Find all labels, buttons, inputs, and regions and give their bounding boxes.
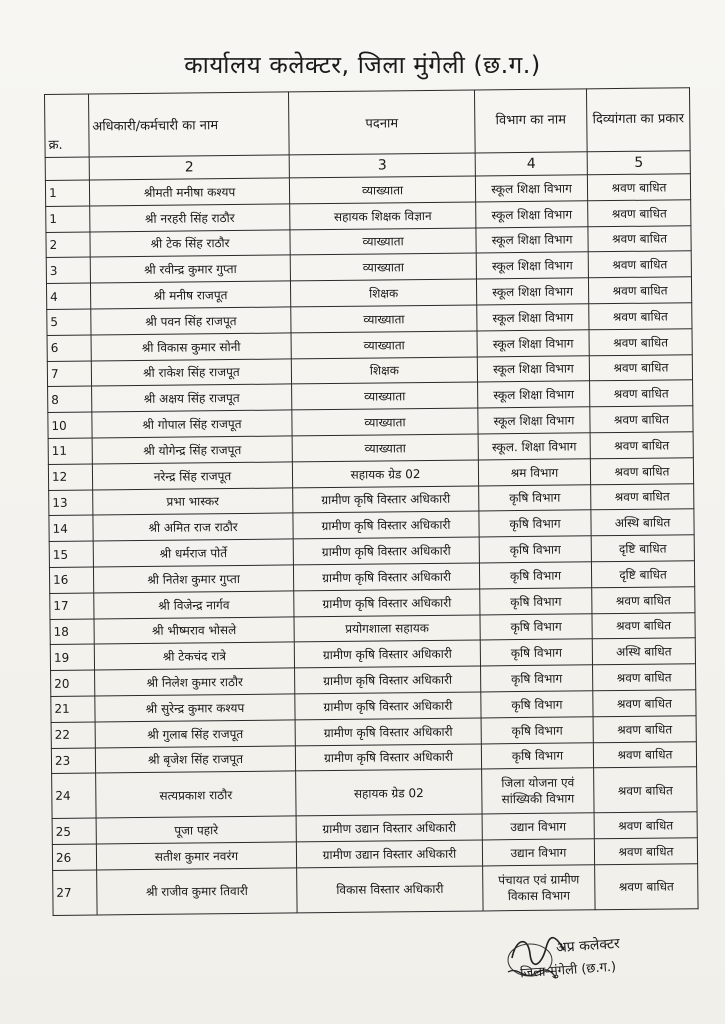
disability-type-cell: श्रवण बाधित <box>588 277 691 304</box>
designation-cell: ग्रामीण कृषि विस्तार अधिकारी <box>293 486 479 514</box>
disability-type-cell: अस्थि बाधित <box>592 638 695 665</box>
column-number: 3 <box>289 153 475 178</box>
employee-name-cell: श्री बृजेश सिंह राजपूत <box>95 745 295 773</box>
designation-cell: ग्रामीण उद्यान विस्तार अधिकारी <box>296 840 482 868</box>
department-cell: कृषि विभाग <box>479 536 591 563</box>
designation-cell: ग्रामीण कृषि विस्तार अधिकारी <box>295 666 481 694</box>
column-number: 4 <box>475 152 587 176</box>
disability-type-cell: अस्थि बाधित <box>591 509 694 536</box>
serial-number-cell: 1 <box>46 206 90 232</box>
serial-number-cell: 1 <box>45 180 89 206</box>
designation-cell: सहायक ग्रेड 02 <box>296 769 482 816</box>
serial-number-cell: 17 <box>50 593 94 619</box>
serial-number-cell: 7 <box>47 361 91 387</box>
serial-number-cell: 2 <box>46 232 90 258</box>
designation-cell: ग्रामीण कृषि विस्तार अधिकारी <box>295 718 481 746</box>
serial-number-cell: 5 <box>47 309 91 335</box>
employee-name-cell: प्रभा भास्कर <box>93 487 293 515</box>
department-cell: श्रम विभाग <box>478 459 590 486</box>
designation-cell: व्याख्याता <box>291 305 477 333</box>
serial-number-cell: 23 <box>51 748 95 774</box>
disability-type-cell: श्रवण बाधित <box>592 612 695 639</box>
designation-cell: व्याख्याता <box>292 434 478 462</box>
designation-cell: व्याख्याता <box>291 331 477 359</box>
employee-name-cell: श्री योगेन्द्र सिंह राजपूत <box>92 436 292 464</box>
serial-number-cell: 10 <box>48 412 92 438</box>
employee-table <box>44 87 699 916</box>
serial-number-cell: 25 <box>52 818 96 844</box>
disability-type-cell: श्रवण बाधित <box>594 812 697 839</box>
employee-name-cell: श्री नरहरी सिंह राठौर <box>90 204 290 232</box>
employee-name-cell: श्री रवीन्द्र कुमार गुप्ता <box>90 255 290 283</box>
employee-name-cell: श्री राजीव कुमार तिवारी <box>97 868 297 915</box>
header-department: विभाग का नाम <box>474 89 587 153</box>
header-disability: दिव्यांगता का प्रकार <box>586 88 690 152</box>
disability-type-cell: श्रवण बाधित <box>590 432 693 459</box>
department-cell: उद्यान विभाग <box>482 839 594 866</box>
department-cell: स्कूल शिक्षा विभाग <box>476 226 588 253</box>
serial-number-cell: 26 <box>52 844 96 870</box>
disability-type-cell: श्रवण बाधित <box>588 200 691 227</box>
serial-number-cell: 11 <box>48 438 92 464</box>
designation-cell: ग्रामीण कृषि विस्तार अधिकारी <box>295 743 481 771</box>
employee-name-cell: श्री टेक सिंह राठौर <box>90 230 290 258</box>
employee-name-cell: श्री गुलाब सिंह राजपूत <box>95 720 295 748</box>
designation-cell: व्याख्याता <box>292 408 478 436</box>
department-cell: कृषि विभाग <box>481 742 593 769</box>
designation-cell: सहायक शिक्षक विज्ञान <box>290 202 476 230</box>
designation-cell: शिक्षक <box>290 279 476 307</box>
disability-type-cell: श्रवण बाधित <box>587 174 690 201</box>
employee-name-cell: श्री अमित राज राठौर <box>93 513 293 541</box>
department-cell: कृषि विभाग <box>480 639 592 666</box>
disability-type-cell: श्रवण बाधित <box>590 406 693 433</box>
department-cell: कृषि विभाग <box>480 588 592 615</box>
department-cell: स्कूल शिक्षा विभाग <box>478 381 590 408</box>
employee-name-cell: सत्यप्रकाश राठौर <box>96 771 296 818</box>
department-cell: स्कूल शिक्षा विभाग <box>478 407 590 434</box>
department-cell: कृषि विभाग <box>481 665 593 692</box>
employee-name-cell: पूजा पहारे <box>96 816 296 844</box>
disability-type-cell: श्रवण बाधित <box>589 329 692 356</box>
department-cell: स्कूल शिक्षा विभाग <box>475 175 587 202</box>
designation-cell: ग्रामीण उद्यान विस्तार अधिकारी <box>296 814 482 842</box>
employee-name-cell: श्रीमती मनीषा कश्यप <box>89 178 289 206</box>
serial-number-cell: 12 <box>48 464 92 490</box>
employee-name-cell: श्री मनीष राजपूत <box>90 281 290 309</box>
disability-type-cell: श्रवण बाधित <box>593 690 696 717</box>
serial-number-cell: 15 <box>49 541 93 567</box>
employee-name-cell: श्री विजेन्द्र नार्गव <box>94 591 294 619</box>
disability-type-cell: श्रवण बाधित <box>593 741 696 768</box>
header-name: अधिकारी/कर्मचारी का नाम <box>89 92 290 157</box>
department-cell: कृषि विभाग <box>481 717 593 744</box>
table-header-row <box>45 88 691 158</box>
disability-type-cell: श्रवण बाधित <box>594 838 697 865</box>
designation-cell: ग्रामीण कृषि विस्तार अधिकारी <box>294 589 480 617</box>
designation-cell: शिक्षक <box>291 357 477 385</box>
department-cell: स्कूल शिक्षा विभाग <box>477 330 589 357</box>
disability-type-cell: श्रवण बाधित <box>594 767 697 813</box>
header-serial: क्र. <box>45 94 90 157</box>
table-body <box>45 174 698 916</box>
employee-name-cell: श्री गोपाल सिंह राजपूत <box>92 410 292 438</box>
designation-cell: विकास विस्तार अधिकारी <box>297 866 483 913</box>
disability-type-cell: दृष्टि बाधित <box>591 535 694 562</box>
disability-type-cell: श्रवण बाधित <box>595 864 698 910</box>
serial-number-cell: 4 <box>46 283 90 309</box>
department-cell: स्कूल शिक्षा विभाग <box>476 252 588 279</box>
serial-number-cell: 21 <box>51 696 95 722</box>
serial-number-cell: 18 <box>50 619 94 645</box>
employee-name-cell: नरेन्द्र सिंह राजपूत <box>92 462 292 490</box>
serial-number-cell: 20 <box>51 670 95 696</box>
document-title: कार्यालय कलेक्टर, जिला मुंगेली (छ.ग.) <box>184 51 541 79</box>
employee-name-cell: श्री अक्षय सिंह राजपूत <box>92 384 292 412</box>
designation-cell: व्याख्याता <box>292 382 478 410</box>
designation-cell: ग्रामीण कृषि विस्तार अधिकारी <box>293 537 479 565</box>
department-cell: कृषि विभाग <box>479 484 591 511</box>
disability-type-cell: श्रवण बाधित <box>588 225 691 252</box>
serial-number-cell: 14 <box>49 515 93 541</box>
disability-type-cell: श्रवण बाधित <box>593 664 696 691</box>
department-cell: स्कूल शिक्षा विभाग <box>477 304 589 331</box>
employee-name-cell: श्री नितेश कुमार गुप्ता <box>93 565 293 593</box>
serial-number-cell: 16 <box>49 567 93 593</box>
serial-number-cell: 13 <box>49 490 93 516</box>
department-cell: स्कूल. शिक्षा विभाग <box>478 433 590 460</box>
designation-cell: प्रयोगशाला सहायक <box>294 615 480 643</box>
disability-type-cell: श्रवण बाधित <box>589 354 692 381</box>
disability-type-cell: दृष्टि बाधित <box>591 561 694 588</box>
designation-cell: ग्रामीण कृषि विस्तार अधिकारी <box>295 692 481 720</box>
disability-type-cell: श्रवण बाधित <box>589 303 692 330</box>
department-cell: कृषि विभाग <box>480 613 592 640</box>
disability-type-cell: श्रवण बाधित <box>588 251 691 278</box>
department-cell: कृषि विभाग <box>479 562 591 589</box>
header-post: पदनाम <box>288 90 475 155</box>
designation-cell: व्याख्याता <box>289 176 475 204</box>
designation-cell: ग्रामीण कृषि विस्तार अधिकारी <box>293 563 479 591</box>
department-cell: स्कूल शिक्षा विभाग <box>477 355 589 382</box>
employee-name-cell: श्री निलेश कुमार राठौर <box>95 668 295 696</box>
department-cell: जिला योजना एवं सांख्यिकी विभाग <box>482 768 594 814</box>
serial-number-cell: 24 <box>52 773 96 818</box>
department-cell: कृषि विभाग <box>479 510 591 537</box>
employee-name-cell: श्री धर्मराज पोर्ते <box>93 539 293 567</box>
table-row <box>52 767 697 819</box>
serial-number-cell: 22 <box>51 722 95 748</box>
designation-cell: सहायक ग्रेड 02 <box>292 460 478 488</box>
employee-name-cell: श्री विकास कुमार सोनी <box>91 333 291 361</box>
column-number: 5 <box>587 151 690 175</box>
table-row <box>53 864 698 916</box>
disability-type-cell: श्रवण बाधित <box>590 457 693 484</box>
employee-name-cell: श्री राकेश सिंह राजपूत <box>91 359 291 387</box>
department-cell: स्कूल शिक्षा विभाग <box>476 201 588 228</box>
serial-number-cell: 19 <box>50 644 94 670</box>
column-number <box>45 157 89 180</box>
disability-type-cell: श्रवण बाधित <box>592 586 695 613</box>
signature-office: जिला-मुंगेली (छ.ग.) <box>519 959 617 982</box>
employee-name-cell: श्री सुरेन्द्र कुमार कश्यप <box>95 694 295 722</box>
department-cell: पंचायत एवं ग्रामीण विकास विभाग <box>483 865 595 911</box>
disability-type-cell: श्रवण बाधित <box>593 715 696 742</box>
signature-title: अप्र कलेक्टर <box>555 935 621 957</box>
disability-type-cell: श्रवण बाधित <box>591 483 694 510</box>
employee-name-cell: श्री टेकचंद रात्रे <box>94 642 294 670</box>
department-cell: स्कूल शिक्षा विभाग <box>476 278 588 305</box>
designation-cell: ग्रामीण कृषि विस्तार अधिकारी <box>294 640 480 668</box>
serial-number-cell: 3 <box>46 257 90 283</box>
department-cell: उद्यान विभाग <box>482 813 594 840</box>
employee-name-cell: सतीश कुमार नवरंग <box>96 842 296 870</box>
column-number: 2 <box>89 155 289 180</box>
serial-number-cell: 8 <box>48 386 92 412</box>
serial-number-cell: 6 <box>47 335 91 361</box>
serial-number-cell: 27 <box>53 870 97 915</box>
department-cell: कृषि विभाग <box>481 691 593 718</box>
designation-cell: व्याख्याता <box>290 228 476 256</box>
designation-cell: व्याख्याता <box>290 253 476 281</box>
employee-name-cell: श्री भीष्मराव भोसले <box>94 616 294 644</box>
designation-cell: ग्रामीण कृषि विस्तार अधिकारी <box>293 511 479 539</box>
disability-type-cell: श्रवण बाधित <box>590 380 693 407</box>
employee-name-cell: श्री पवन सिंह राजपूत <box>91 307 291 335</box>
